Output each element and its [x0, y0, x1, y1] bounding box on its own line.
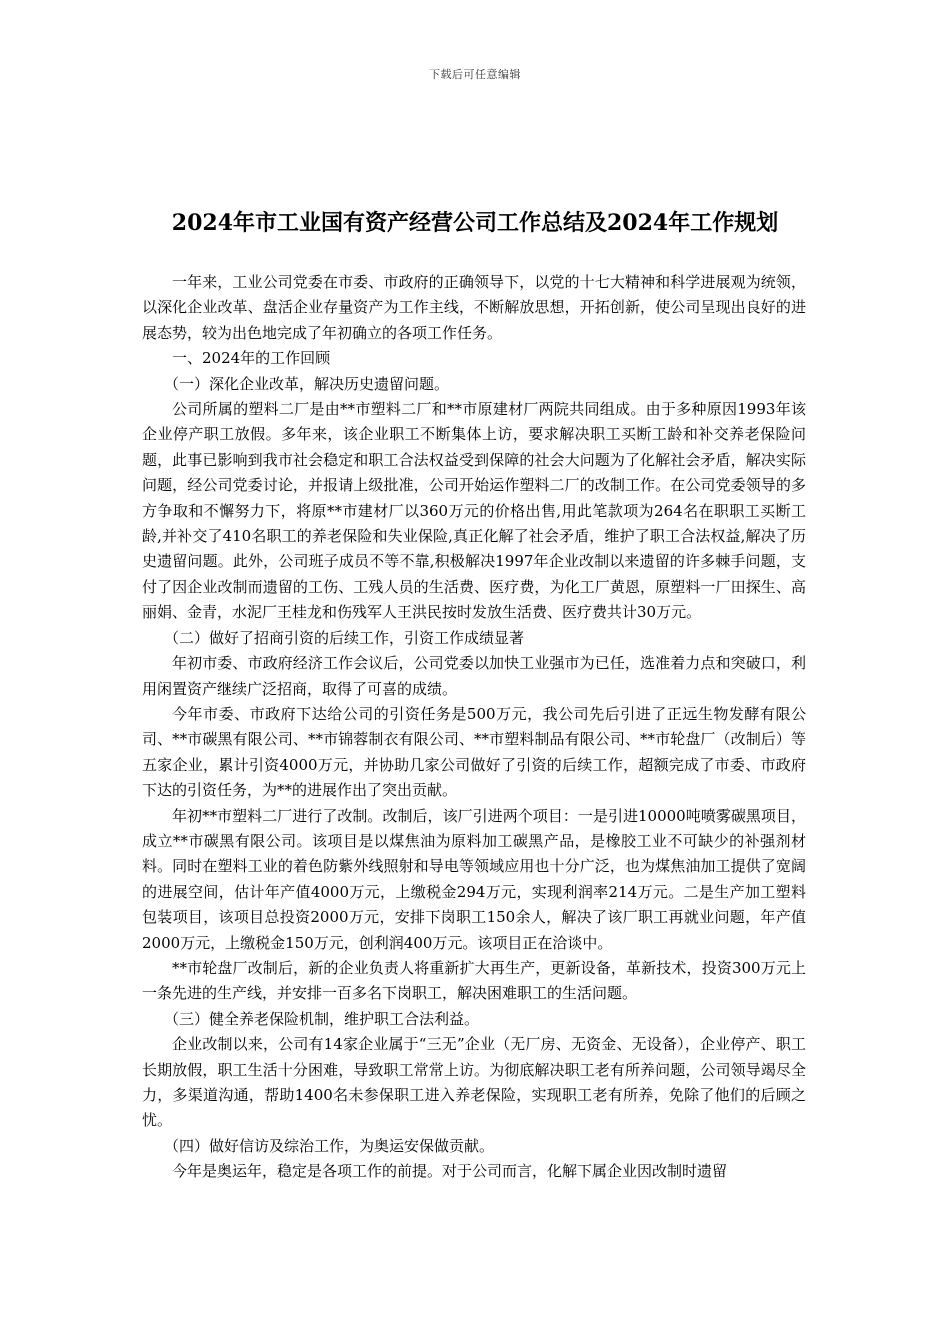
subsection-heading: （一）深化企业改革，解决历史遗留问题。 — [164, 374, 450, 393]
document-title: 2024年市工业国有资产经营公司工作总结及2024年工作规划 — [171, 210, 779, 236]
paragraph: **市轮盘厂改制后，新的企业负责人将重新扩大再生产，更新设备，革新技术，投资300万元上一条先进的生产线，并安排一百多名下岗职工，解决困难职工的生活问题。 — [142, 958, 806, 1003]
paragraph: 今年市委、市政府下达给公司的引资任务是500万元，我公司先后引进了正远生物发酵有限公司、**市碳黑有限公司、**市锦蓉制衣有限公司、**市塑料制品有限公司、**市轮盘厂（改制后）等五家企业，累计引资4000万元，并协助几家公司做好了引资的后续工作，超额完成了市委、市政府下达的引资任务，为**的进展作出了突出贡献。 — [142, 704, 806, 800]
paragraph-intro: 一年来，工业公司党委在市委、市政府的正确领导下，以党的十七大精神和科学进展观为统领，以深化企业改革、盘活企业存量资产为工作主线，不断解放思想，开拓创新，使公司呈现出良好的进展态势，较为出色地完成了年初确立的各项工作任务。 — [142, 273, 806, 342]
section-heading: 一、2024年的工作回顾 — [172, 349, 331, 368]
header-note: 下载后可任意编辑 — [429, 68, 521, 81]
paragraph: 公司所属的塑料二厂是由**市塑料二厂和**市原建材厂两院共同组成。由于多种原因1993年该企业停产职工放假。多年来，该企业职工不断集体上访，要求解决职工买断工龄和补交养老保险问题，此事已影响到我市社会稳定和职工合法权益受到保障的社会大问题为了化解社会矛盾，解决实际问题，经公司党委讨论，并报请上级批准，公司开始运作塑料二厂的改制工作。在公司党委领导的多方争取和不懈努力下，将原**市建材厂以360万元的价格出售,用此笔款项为264名在职职工买断工龄,并补交了410名职工的养老保险和失业保险,真正化解了社会矛盾，维护了职工合法权益,解决了历史遗留问题。此外，公司班子成员不等不靠,积极解决1997年企业改制以来遗留的许多棘手问题，支付了因企业改制而遗留的工伤、工残人员的生活费、医疗费，为化工厂黄恩，原塑料一厂田探生、高丽娟、金青，水泥厂王桂龙和伤残军人王洪民按时发放生活费、医疗费共计30万元。 — [142, 400, 806, 622]
subsection-heading: （三）健全养老保险机制，维护职工合法利益。 — [164, 1009, 480, 1028]
paragraph: 年初**市塑料二厂进行了改制。改制后，该厂引进两个项目：一是引进10000吨喷雾碳黑项目，成立**市碳黑有限公司。该项目是以煤焦油为原料加工碳黑产品，是橡胶工业不可缺少的补强剂材料。同时在塑料工业的着色防紫外线照射和导电等领域应用也十分广泛，也为煤焦油加工提供了宽阔的进展空间，估计年产值4000万元，上缴税金294万元，实现利润率214万元。二是生产加工塑料包装项目，该项目总投资2000万元，安排下岗职工150余人，解决了该厂职工再就业问题，年产值2000万元，上缴税金150万元，创利润400万元。该项目正在洽谈中。 — [142, 806, 806, 952]
paragraph: 今年是奥运年，稳定是各项工作的前提。对于公司而言，化解下属企业因改制时遗留 — [172, 1162, 728, 1181]
paragraph: 年初市委、市政府经济工作会议后，公司党委以加快工业强市为已任，选准着力点和突破口，利用闲置资产继续广泛招商，取得了可喜的成绩。 — [142, 654, 806, 698]
subsection-heading: （四）做好信访及综治工作，为奥运安保做贡献。 — [164, 1136, 495, 1155]
document-body — [142, 270, 806, 1185]
subsection-heading: （二）做好了招商引资的后续工作，引资工作成绩显著 — [164, 628, 525, 647]
paragraph: 企业改制以来，公司有14家企业属于“三无”企业（无厂房、无资金、无设备），企业停产、职工长期放假，职工生活十分困难，导致职工常常上访。为彻底解决职工老有所养问题，公司领导竭尽全力，多渠道沟通，帮助1400名未参保职工进入养老保险，实现职工老有所养，免除了他们的后顾之忧。 — [142, 1035, 806, 1130]
